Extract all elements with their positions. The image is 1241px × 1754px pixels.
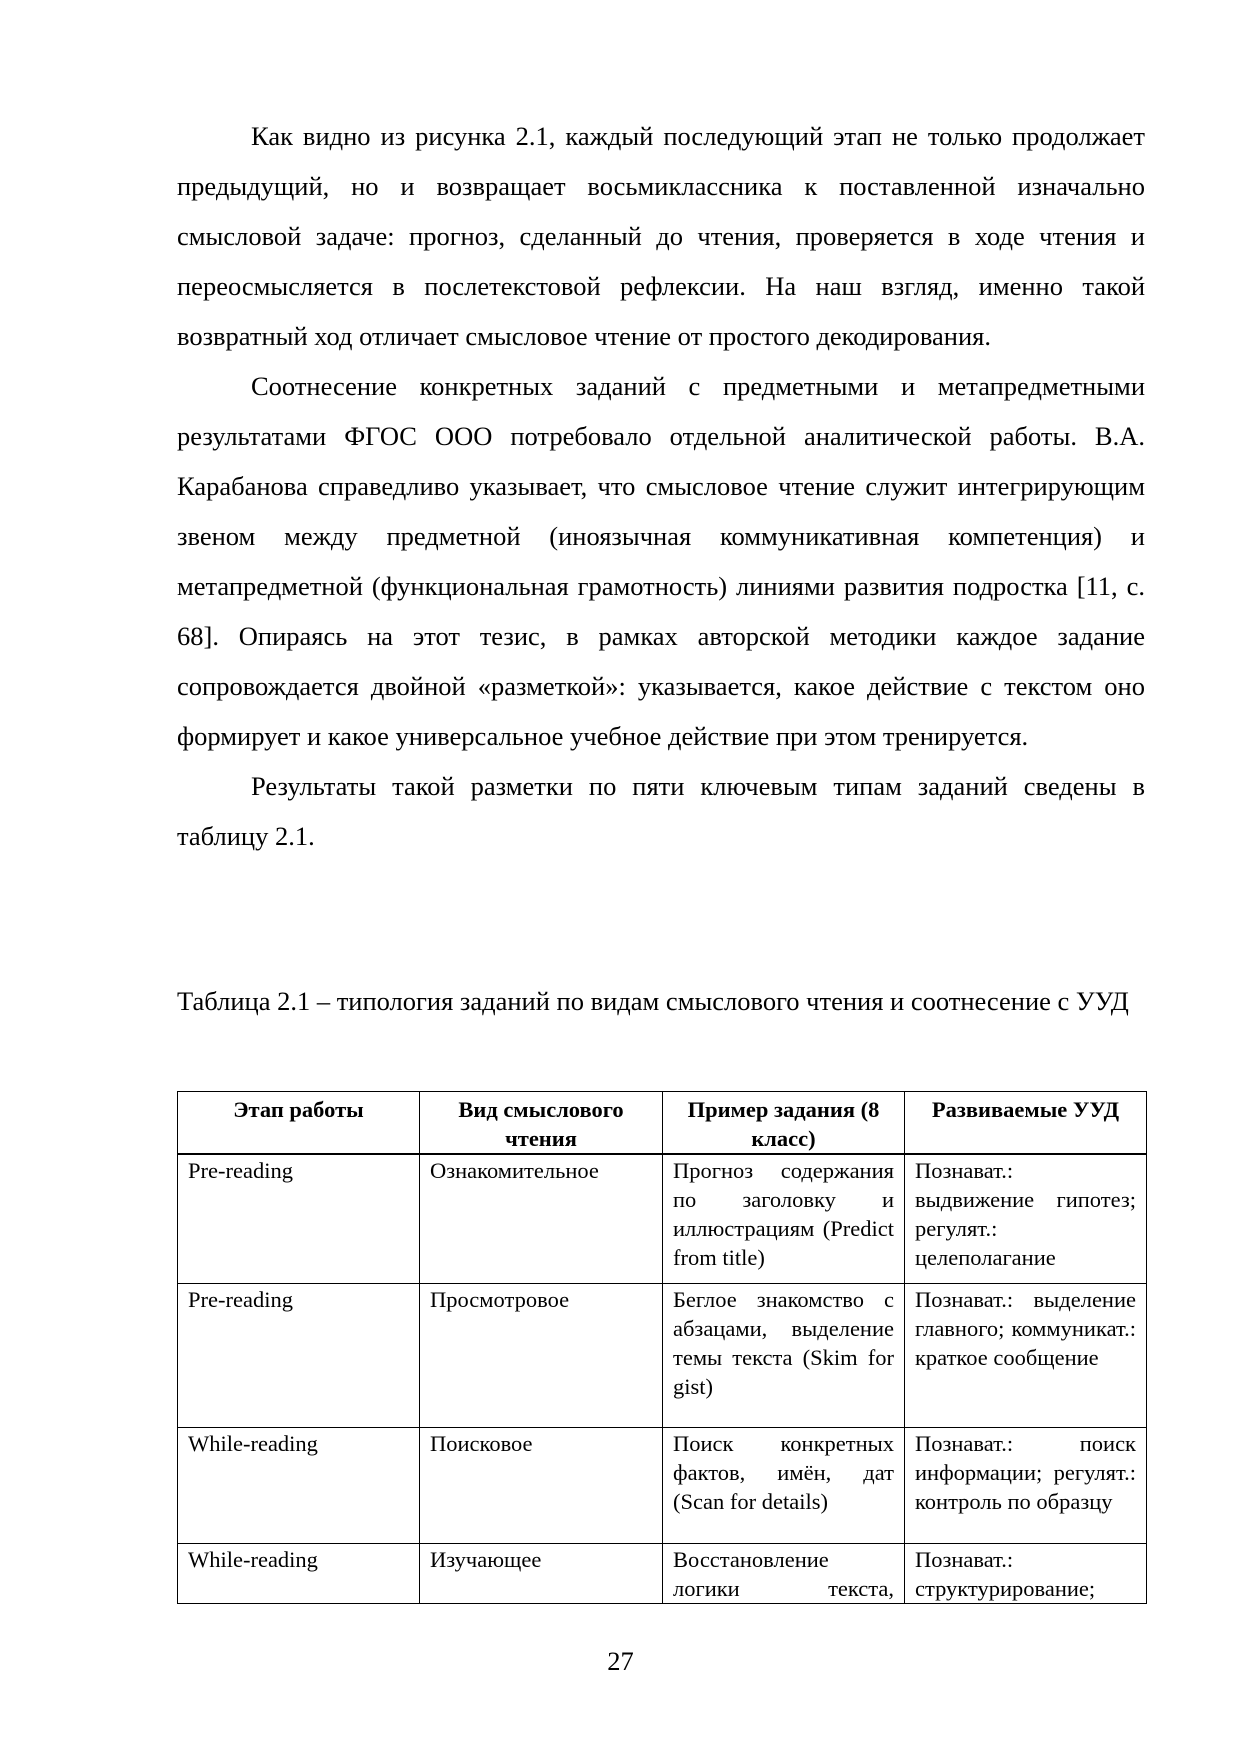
table-row [178, 1154, 1147, 1283]
table-header-row [178, 1092, 1147, 1155]
table-cell: Познават.: выдвижение гипотез; регулят.: целеполагание [905, 1154, 1147, 1283]
paragraph: Как видно из рисунка 2.1, каждый последующий этап не только продолжает предыдущий, но и возвращает восьмиклассника к поставленной изначально смысловой задаче: прогноз, сделанный до чтения, проверяется в ходе чтения и переосмысляется в послетекстовой рефлексии. На наш взгляд, именно такой возвратный ход отличает смысловое чтение от простого декодирования. [177, 121, 1145, 351]
table-cell: Ознакомительное [420, 1154, 663, 1283]
table-cell: Познават.: поиск информации; регулят.: контроль по образцу [905, 1427, 1147, 1543]
table-cell: While-reading [178, 1543, 420, 1603]
table-cell: Беглое знакомство с абзацами, выделение темы текста (Skim for gist) [663, 1283, 905, 1427]
table-cell: Восстановление логики текста, [663, 1543, 905, 1603]
column-header: Развиваемые УУД [905, 1092, 1147, 1155]
table-row [178, 1543, 1147, 1603]
column-header: Пример задания (8 класс) [663, 1092, 905, 1155]
table-row [178, 1283, 1147, 1427]
table-row [178, 1427, 1147, 1543]
table-cell: Познават.: выделение главного; коммуникат.: краткое сообщение [905, 1283, 1147, 1427]
table-cell: Изучающее [420, 1543, 663, 1603]
page-number: 27 [607, 1646, 634, 1676]
table-cell: Pre-reading [178, 1283, 420, 1427]
uud-table [177, 1091, 1147, 1604]
table-cell: Просмотровое [420, 1283, 663, 1427]
table-cell: Pre-reading [178, 1154, 420, 1283]
column-header: Вид смыслового чтения [420, 1092, 663, 1155]
table-cell: Поиск конкретных фактов, имён, дат (Scan for details) [663, 1427, 905, 1543]
table-cell: Поисковое [420, 1427, 663, 1543]
table-cell: Прогноз содержания по заголовку и иллюстрациям (Predict from title) [663, 1154, 905, 1283]
paragraph: Соотнесение конкретных заданий с предметными и метапредметными результатами ФГОС ООО потребовало отдельной аналитической работы. В.А. Карабанова справедливо указывает, что смысловое чтение служит интегрирующим звеном между предметной (иноязычная коммуникативная компетенция) и метапредметной (функциональная грамотность) линиями развития подростка [11, с. 68]. Опираясь на этот тезис, в рамках авторской методики каждое задание сопровождается двойной «разметкой»: указывается, какое действие с текстом оно формирует и какое универсальное учебное действие при этом тренируется. [177, 371, 1145, 751]
paragraph: Результаты такой разметки по пяти ключевым типам заданий сведены в таблицу 2.1. [177, 771, 1145, 851]
table-caption: Таблица 2.1 – типология заданий по видам смыслового чтения и соотнесение с УУД [177, 986, 1129, 1016]
body-text [177, 111, 1145, 861]
table-cell: While-reading [178, 1427, 420, 1543]
column-header: Этап работы [178, 1092, 420, 1155]
table-cell: Познават.: структурирование; [905, 1543, 1147, 1603]
